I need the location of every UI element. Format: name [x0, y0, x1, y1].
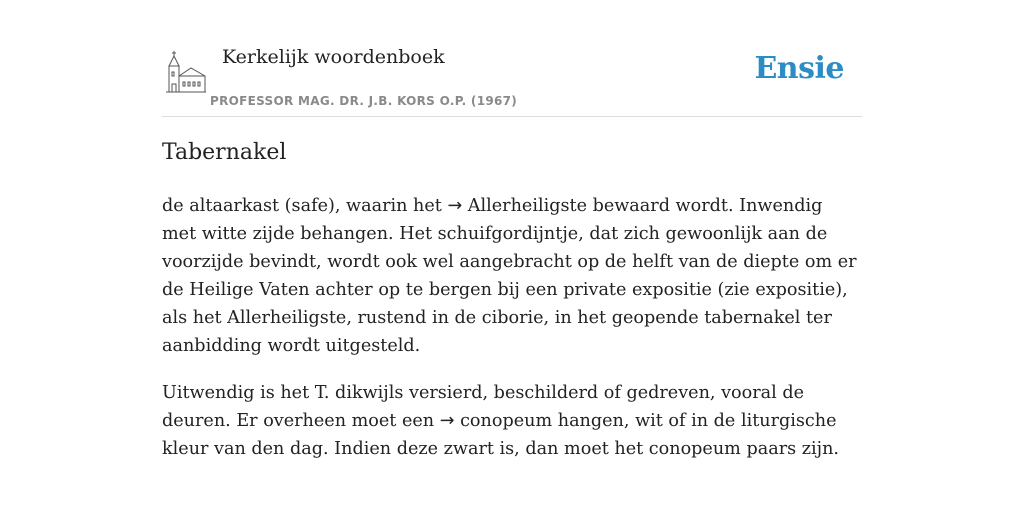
- paragraph-text: de altaarkast (safe), waarin het: [162, 196, 448, 216]
- book-author: PROFESSOR MAG. DR. J.B. KORS O.P. (1967): [210, 94, 518, 108]
- crossref-link-allerheiligste[interactable]: Allerheiligste: [467, 196, 587, 216]
- entry-body: [162, 192, 862, 482]
- entry-title: Tabernakel: [162, 140, 287, 165]
- paragraph-text: bewaard wordt. Inwendig met witte zijde behangen. Het schuifgordijntje, dat zich gewoonlijk aan de voorzijde bevindt, wordt ook wel aangebracht op de helft van de diepte om er de Heilige Vaten achter op te bergen bij een private expositie (zie expositie), als het Allerheiligste, rustend in de ciborie, in het geopende tabernakel ter aanbidding wordt uitgesteld.: [162, 196, 857, 356]
- paragraph-text: Uitwendig is het T. dikwijls versierd, beschilderd of gedreven, vooral de deuren. Er overheen moet een: [162, 383, 805, 431]
- crossref-link-conopeum[interactable]: conopeum: [460, 411, 553, 431]
- arrow-right-icon: →: [447, 196, 463, 216]
- entry-paragraph-2: [162, 379, 862, 463]
- header: [162, 40, 862, 117]
- book-title[interactable]: Kerkelijk woordenboek: [222, 46, 445, 68]
- church-icon: [166, 50, 206, 94]
- paragraph-text: hangen, wit of in de liturgische kleur van den dag. Indien deze zwart is, dan moet het conopeum paars zijn.: [162, 411, 839, 459]
- entry-paragraph-1: [162, 192, 862, 360]
- arrow-right-icon: →: [439, 411, 455, 431]
- brand-logo[interactable]: Ensie: [754, 51, 844, 86]
